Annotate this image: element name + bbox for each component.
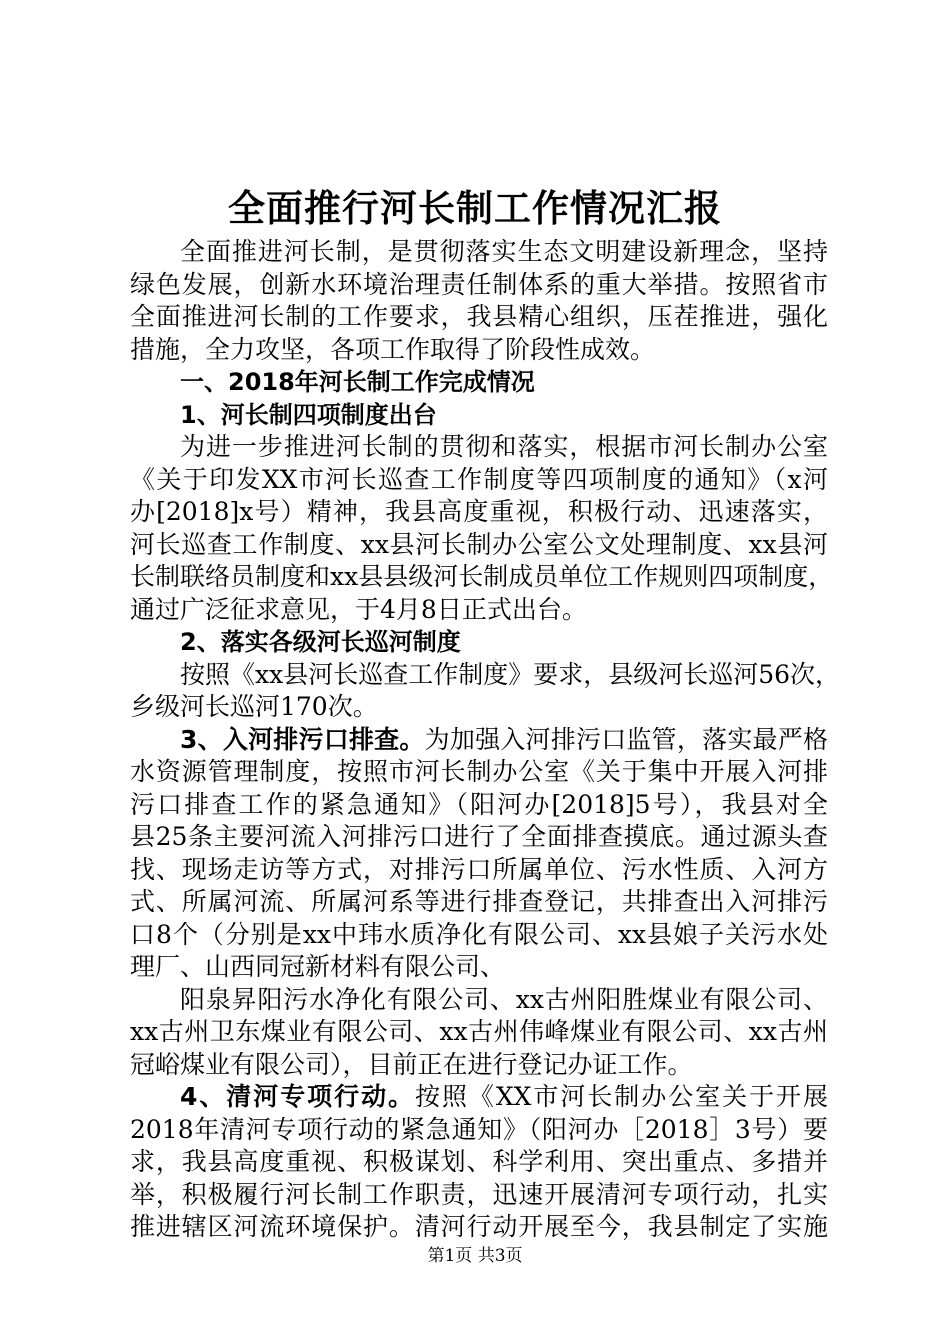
section-heading: 一、2018年河长制工作完成情况 (180, 368, 535, 396)
paragraph-text: 按照《XX市河长制办公室关于开展 (415, 1082, 828, 1111)
paragraph-line (130, 724, 828, 757)
paragraph-line: xx古州卫东煤业有限公司、xx古州伟峰煤业有限公司、xx古州 (130, 1017, 828, 1046)
paragraph-line: 举，积极履行河长制工作职责，迅速开展清河专项行动，扎实 (130, 1179, 828, 1209)
paragraph-line: 按照《xx县河长巡查工作制度》要求，县级河长巡河56次， (180, 659, 841, 689)
document-body (130, 236, 841, 1244)
page-number: 第1页 共3页 (427, 1246, 523, 1266)
paragraph-line: 措施，全力攻坚，各项工作取得了阶段性成效。 (130, 334, 656, 364)
inline-heading: 3、入河排污口排查。 (180, 724, 425, 754)
paragraph-line: 长制联络员制度和xx县县级河长制成员单位工作规则四项制度， (130, 562, 834, 591)
paragraph-line: 推进辖区河流环境保护。清河行动开展至今，我县制定了实施 (130, 1212, 828, 1241)
paragraph-line: 绿色发展，创新水环境治理责任制体系的重大举措。按照省市 (130, 269, 828, 299)
paragraph-line: 为进一步推进河长制的贯彻和落实，根据市河长制办公室 (180, 432, 828, 461)
subsection-heading: 2、落实各级河长巡河制度 (180, 628, 461, 656)
paragraph-line: 污口排查工作的紧急通知》（阳河办[2018]5号），我县对全 (130, 789, 828, 819)
paragraph-line: 求，我县高度重视、积极谋划、科学利用、突出重点、多措并 (130, 1147, 828, 1176)
paragraph-line: 理厂、山西同冠新材料有限公司、 (130, 952, 506, 981)
paragraph-line: 口8个（分别是xx中玮水质净化有限公司、xx县娘子关污水处 (130, 919, 828, 949)
paragraph-line: 全面推进河长制，是贯彻落实生态文明建设新理念，坚持 (180, 237, 828, 266)
paragraph-line: 河长巡查工作制度、xx县河长制办公室公文处理制度、xx县河 (130, 529, 828, 559)
paragraph-line: 阳泉昇阳污水净化有限公司、xx古州阳胜煤业有限公司、 (180, 984, 828, 1014)
inline-heading: 4、清河专项行动。 (180, 1082, 415, 1111)
paragraph-line: 2018年清河专项行动的紧急通知》（阳河办［2018］3号）要 (130, 1114, 828, 1144)
paragraph-line: 水资源管理制度，按照市河长制办公室《关于集中开展入河排 (130, 757, 828, 786)
paragraph-line: 通过广泛征求意见，于4月8日正式出台。 (130, 594, 587, 624)
paragraph-line: 县25条主要河流入河排污口进行了全面排查摸底。通过源头查 (130, 822, 828, 851)
paragraph-line (130, 1081, 828, 1114)
paragraph-line: 式、所属河流、所属河系等进行排查登记，共排查出入河排污 (130, 887, 828, 916)
document-title: 全面推行河长制工作情况汇报 (228, 187, 722, 230)
paragraph-text: 为加强入河排污口监管，落实最严格 (424, 724, 828, 754)
paragraph-line: 全面推进河长制的工作要求，我县精心组织，压茬推进，强化 (130, 302, 828, 331)
paragraph-line: 《关于印发XX市河长巡查工作制度等四项制度的通知》（x河 (130, 464, 828, 494)
subsection-heading: 1、河长制四项制度出台 (180, 400, 437, 429)
paragraph-line: 办[2018]x号）精神，我县高度重视，积极行动、迅速落实， (130, 497, 828, 526)
paragraph-line: 找、现场走访等方式，对排污口所属单位、污水性质、入河方 (130, 854, 828, 884)
paragraph-line: 乡级河长巡河170次。 (130, 692, 378, 721)
paragraph-line: 冠峪煤业有限公司），目前正在进行登记办证工作。 (130, 1049, 693, 1079)
